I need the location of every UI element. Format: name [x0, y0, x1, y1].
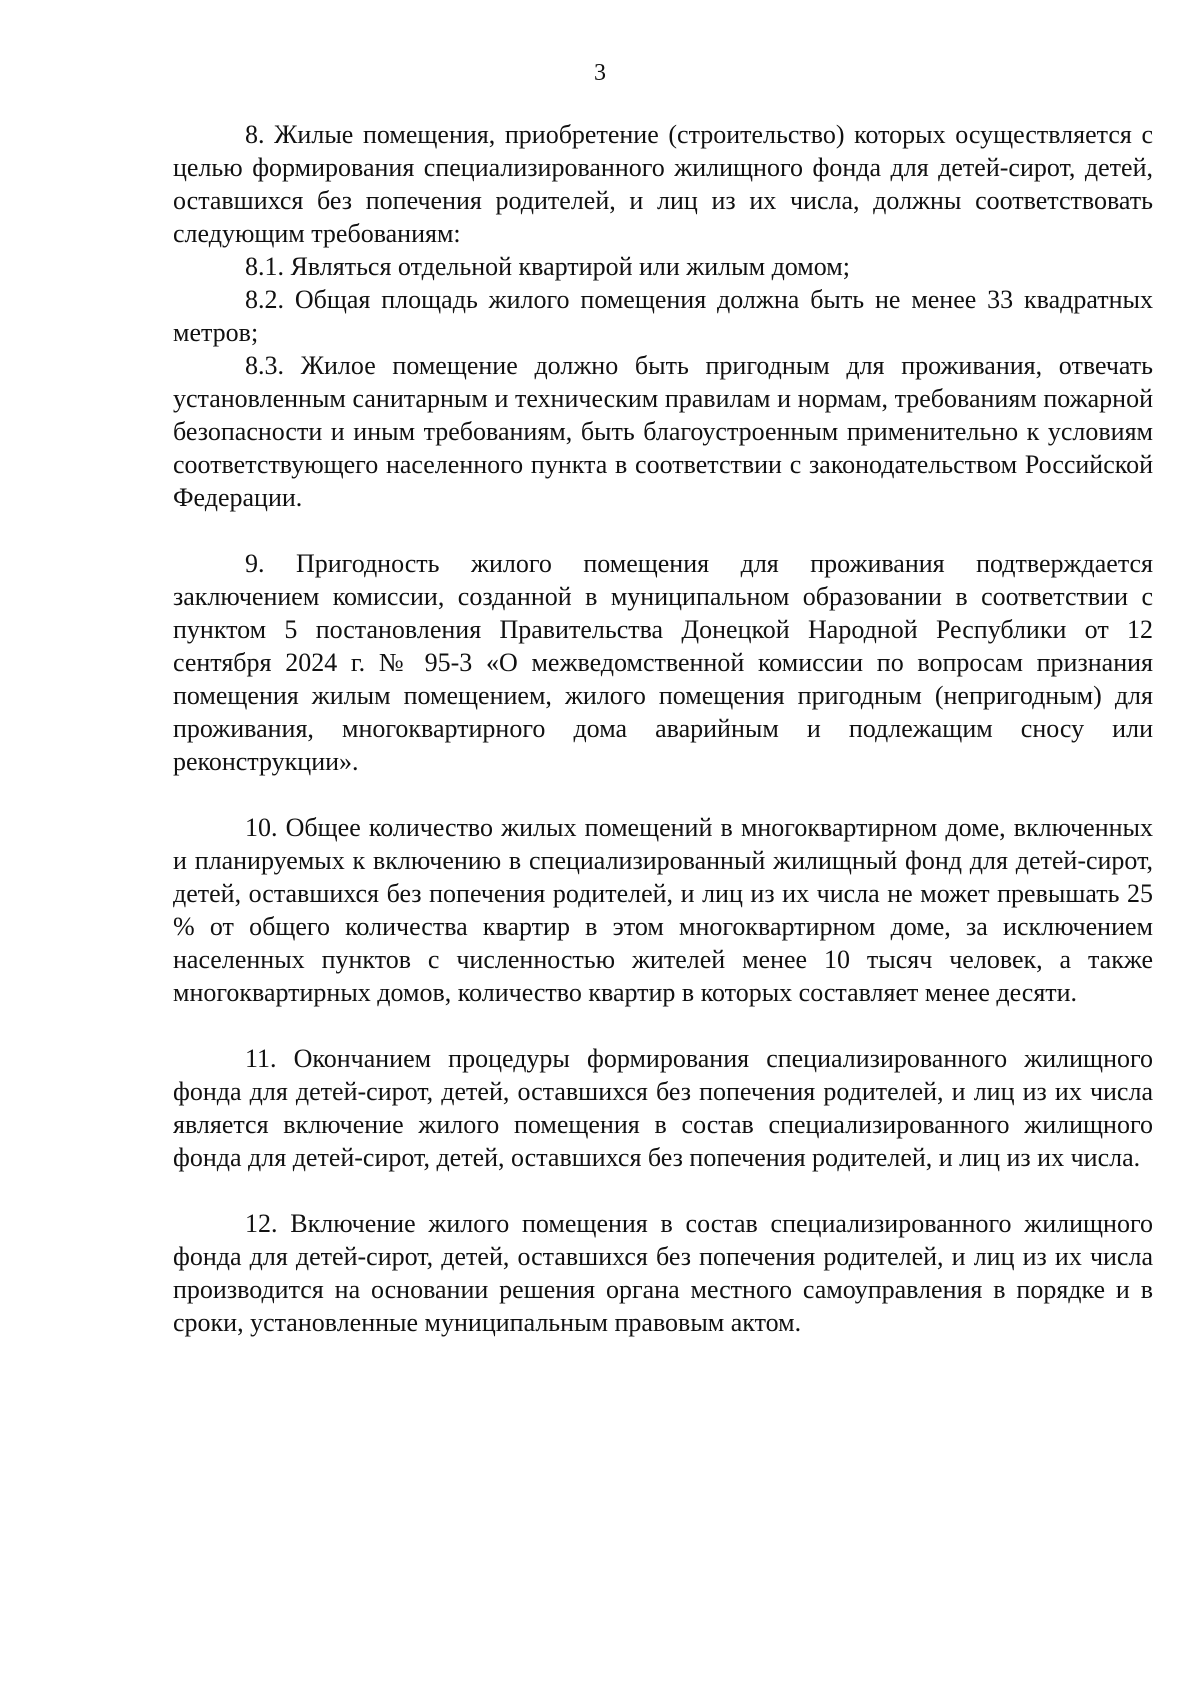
paragraph-8-1: 8.1. Являться отдельной квартирой или жилым домом; [245, 252, 850, 281]
paragraph-9: 9. Пригодность жилого помещения для проживания подтверждается заключением комиссии, созданной в муниципальном образовании в соответствии с пунктом 5 постановления Правительства Донецкой Народной Республики от 12 сентября 2024 г. № 95-3 «О межведомственной комиссии по вопросам признания помещения жилым помещением, жилого помещения пригодным (непригодным) для проживания, многоквартирного дома аварийным и подлежащим сносу или реконструкции». [173, 549, 1153, 776]
paragraph-8-2: 8.2. Общая площадь жилого помещения должна быть не менее 33 квадратных метров; [173, 285, 1153, 347]
paragraph-8: 8. Жилые помещения, приобретение (строительство) которых осуществляется с целью формирования специализированного жилищного фонда для детей-сирот, детей, оставшихся без попечения родителей, и лиц из их числа, должны соответствовать следующим требованиям: [173, 120, 1153, 248]
paragraph-11: 11. Окончанием процедуры формирования специализированного жилищного фонда для детей-сирот, детей, оставшихся без попечения родителей, и лиц из их числа является включение жилого помещения в состав специализированного жилищного фонда для детей-сирот, детей, оставшихся без попечения родителей, и лиц из их числа. [173, 1044, 1153, 1172]
paragraph-10: 10. Общее количество жилых помещений в многоквартирном доме, включенных и планируемых к включению в специализированный жилищный фонд для детей-сирот, детей, оставшихся без попечения родителей, и лиц из их числа не может превышать 25 % от общего количества квартир в этом многоквартирном доме, за исключением населенных пунктов с численностью жителей менее 10 тысяч человек, а также многоквартирных домов, количество квартир в которых составляет менее десяти. [173, 813, 1153, 1007]
paragraph-8-3: 8.3. Жилое помещение должно быть пригодным для проживания, отвечать установленным санитарным и техническим правилам и нормам, требованиям пожарной безопасности и иным требованиям, быть благоустроенным применительно к условиям соответствующего населенного пункта в соответствии с законодательством Российской Федерации. [173, 351, 1153, 512]
paragraph-12: 12. Включение жилого помещения в состав специализированного жилищного фонда для детей-сирот, детей, оставшихся без попечения родителей, и лиц из их числа производится на основании решения органа местного самоуправления в порядке и в сроки, установленные муниципальным правовым актом. [173, 1209, 1153, 1337]
page-number: 3 [594, 60, 606, 86]
document-body [173, 118, 1153, 1339]
